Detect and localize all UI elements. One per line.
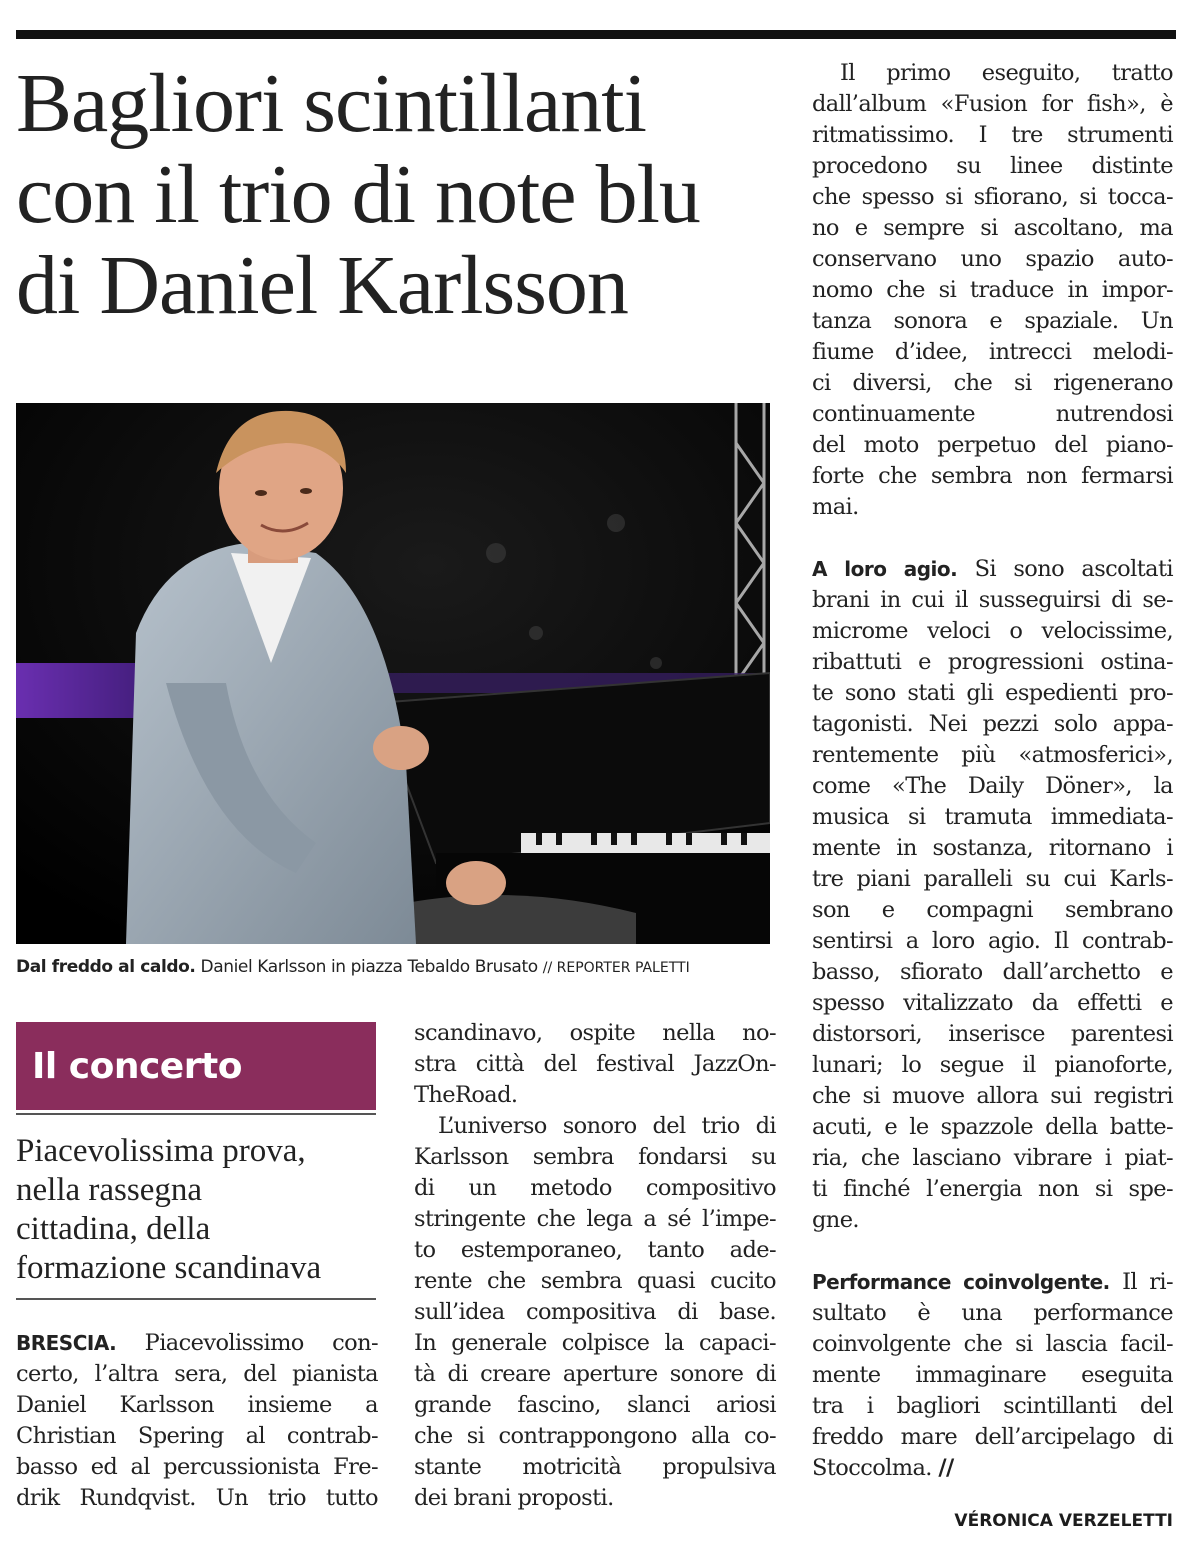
text-line: dall’album «Fusion for fish», è [812, 91, 1173, 117]
text-line: ritmatissimo. I tre strumenti [812, 122, 1173, 148]
divider [16, 1298, 376, 1300]
text-line: distorsori, inserisce parentesi [812, 1021, 1173, 1047]
text-line: continuamente nutrendosi [812, 401, 1173, 427]
headline [16, 58, 796, 331]
divider [16, 1113, 376, 1115]
paragraph-lead: A loro agio. [812, 557, 958, 581]
text-line [812, 1267, 1173, 1298]
text-line: tagonisti. Nei pezzi solo appa- [812, 711, 1173, 737]
top-rule [16, 30, 1176, 39]
text-line: musica si tramuta immediata- [812, 804, 1173, 830]
line-text: Si sono ascoltati [974, 556, 1173, 582]
text-line: rentemente più «atmosferici», [812, 742, 1173, 768]
text-line: stante motricità propulsiva [414, 1454, 776, 1480]
text-line: te sono stati gli espedienti pro- [812, 680, 1173, 706]
paragraph-gap [812, 1236, 1173, 1267]
text-line: basso ed al percussionista Fre- [16, 1454, 378, 1480]
headline-line: Bagliori scintillanti [16, 57, 646, 150]
text-line: microme veloci o velocissime, [812, 618, 1173, 644]
text-line: stra città del festival JazzOn- [414, 1051, 776, 1077]
text-line [812, 554, 1173, 585]
text-line: tà di creare aperture sonore di [414, 1361, 776, 1387]
text-line: grande fascino, slanci ariosi [414, 1392, 776, 1418]
text-line: drik Rundqvist. Un trio tutto [16, 1485, 378, 1511]
dateline: BRESCIA. [16, 1331, 117, 1355]
text-line: Il primo eseguito, tratto [840, 60, 1173, 86]
text-line: to estemporaneo, tanto ade- [414, 1237, 776, 1263]
photo-caption [16, 955, 776, 980]
text-line: tre piani paralleli su cui Karls- [812, 866, 1173, 892]
text-line: sentirsi a loro agio. Il contrab- [812, 928, 1173, 954]
text-line: coinvolgente che si lascia facil- [812, 1331, 1173, 1357]
text-line: no e sempre si ascoltano, ma [812, 215, 1173, 241]
text-line: scandinavo, ospite nella no- [414, 1020, 776, 1046]
text-line: ribattuti e progressioni ostina- [812, 649, 1173, 675]
text-line: che si muove allora sui registri [812, 1083, 1173, 1109]
line-text: Piacevolissimo con- [144, 1330, 378, 1356]
subhead-line: Piacevolissima prova, [16, 1133, 306, 1169]
text-line: che spesso si sfiorano, si tocca- [812, 184, 1173, 210]
text-line [16, 1328, 378, 1359]
text-line: Daniel Karlsson insieme a [16, 1392, 378, 1418]
text-line: lunari; lo segue il pianoforte, [812, 1052, 1173, 1078]
text-line: certo, l’altra sera, del pianista [16, 1361, 378, 1387]
text-line: basso, sfiorato dall’archetto e [812, 959, 1173, 985]
text-line: del moto perpetuo del piano- [812, 432, 1173, 458]
text-line: nomo che si traduce in impor- [812, 277, 1173, 303]
text-line: son e compagni sembrano [812, 897, 1173, 923]
line-text: Stoccolma. [812, 1455, 932, 1481]
subheadline [16, 1132, 386, 1288]
text-line: di un metodo compositivo [414, 1175, 776, 1201]
text-line: sull’idea compositiva di base. [414, 1299, 776, 1325]
line-text: Il ri- [1122, 1269, 1173, 1295]
text-line: gne. [812, 1207, 859, 1233]
caption-lead: Dal freddo al caldo. [16, 957, 196, 977]
text-line: mente immaginare eseguita [812, 1362, 1173, 1388]
caption-text: Daniel Karlsson in piazza Tebaldo Brusato [200, 957, 538, 977]
text-line [812, 1453, 1173, 1484]
text-line: In generale colpisce la capaci- [414, 1330, 776, 1356]
text-line: Karlsson sembra fondarsi su [414, 1144, 776, 1170]
text-line: TheRoad. [414, 1082, 518, 1108]
text-line: ci diversi, che si rigenerano [812, 370, 1173, 396]
text-line: spesso vitalizzato da effetti e [812, 990, 1173, 1016]
text-line: stringente che lega a sé l’impe- [414, 1206, 776, 1232]
text-line: sultato è una performance [812, 1300, 1173, 1326]
text-line: tra i bagliori scintillanti del [812, 1393, 1173, 1419]
text-line: L’universo sonoro del trio di [438, 1113, 776, 1139]
end-mark: // [938, 1455, 954, 1481]
article-photo [16, 403, 770, 944]
subhead-line: nella rassegna [16, 1172, 202, 1208]
photo-credit: // REPORTER PALETTI [542, 960, 690, 976]
text-line: acuti, e le spazzole della batte- [812, 1114, 1173, 1140]
article-column-1 [16, 1328, 378, 1514]
subhead-line: cittadina, della [16, 1211, 211, 1247]
paragraph-gap [812, 523, 1173, 554]
subhead-line: formazione scandinava [16, 1250, 322, 1286]
text-line: brani in cui il susseguirsi di se- [812, 587, 1173, 613]
text-line: ti finché l’energia non si spe- [812, 1176, 1173, 1202]
article-column-3 [812, 58, 1173, 1484]
headline-line: con il trio di note blu [16, 148, 700, 241]
text-line: tanza sonora e spaziale. Un [812, 308, 1173, 334]
text-line: conservano uno spazio auto- [812, 246, 1173, 272]
text-line: mai. [812, 494, 859, 520]
article-column-2 [414, 1018, 776, 1514]
text-line: mente in sostanza, ritornano i [812, 835, 1173, 861]
text-line: dei brani proposti. [414, 1485, 614, 1511]
text-line: fiume d’idee, intrecci melodi- [812, 339, 1173, 365]
text-line: come «The Daily Döner», la [812, 773, 1173, 799]
text-line: rente che sembra quasi cucito [414, 1268, 776, 1294]
byline: VÉRONICA VERZELETTI [954, 1511, 1173, 1531]
text-line: forte che sembra non fermarsi [812, 463, 1173, 489]
text-line: ria, che lasciano vibrare i piat- [812, 1145, 1173, 1171]
text-line: procedono su linee distinte [812, 153, 1173, 179]
text-line: Christian Spering al contrab- [16, 1423, 378, 1449]
section-box-label: Il concerto [32, 1046, 242, 1087]
headline-line: di Daniel Karlsson [16, 239, 628, 332]
text-line: freddo mare dell’arcipelago di [812, 1424, 1173, 1450]
text-line: che si contrappongono alla co- [414, 1423, 776, 1449]
paragraph-lead: Performance coinvolgente. [812, 1270, 1110, 1294]
pianist-photo [16, 403, 770, 944]
section-box [16, 1022, 376, 1110]
